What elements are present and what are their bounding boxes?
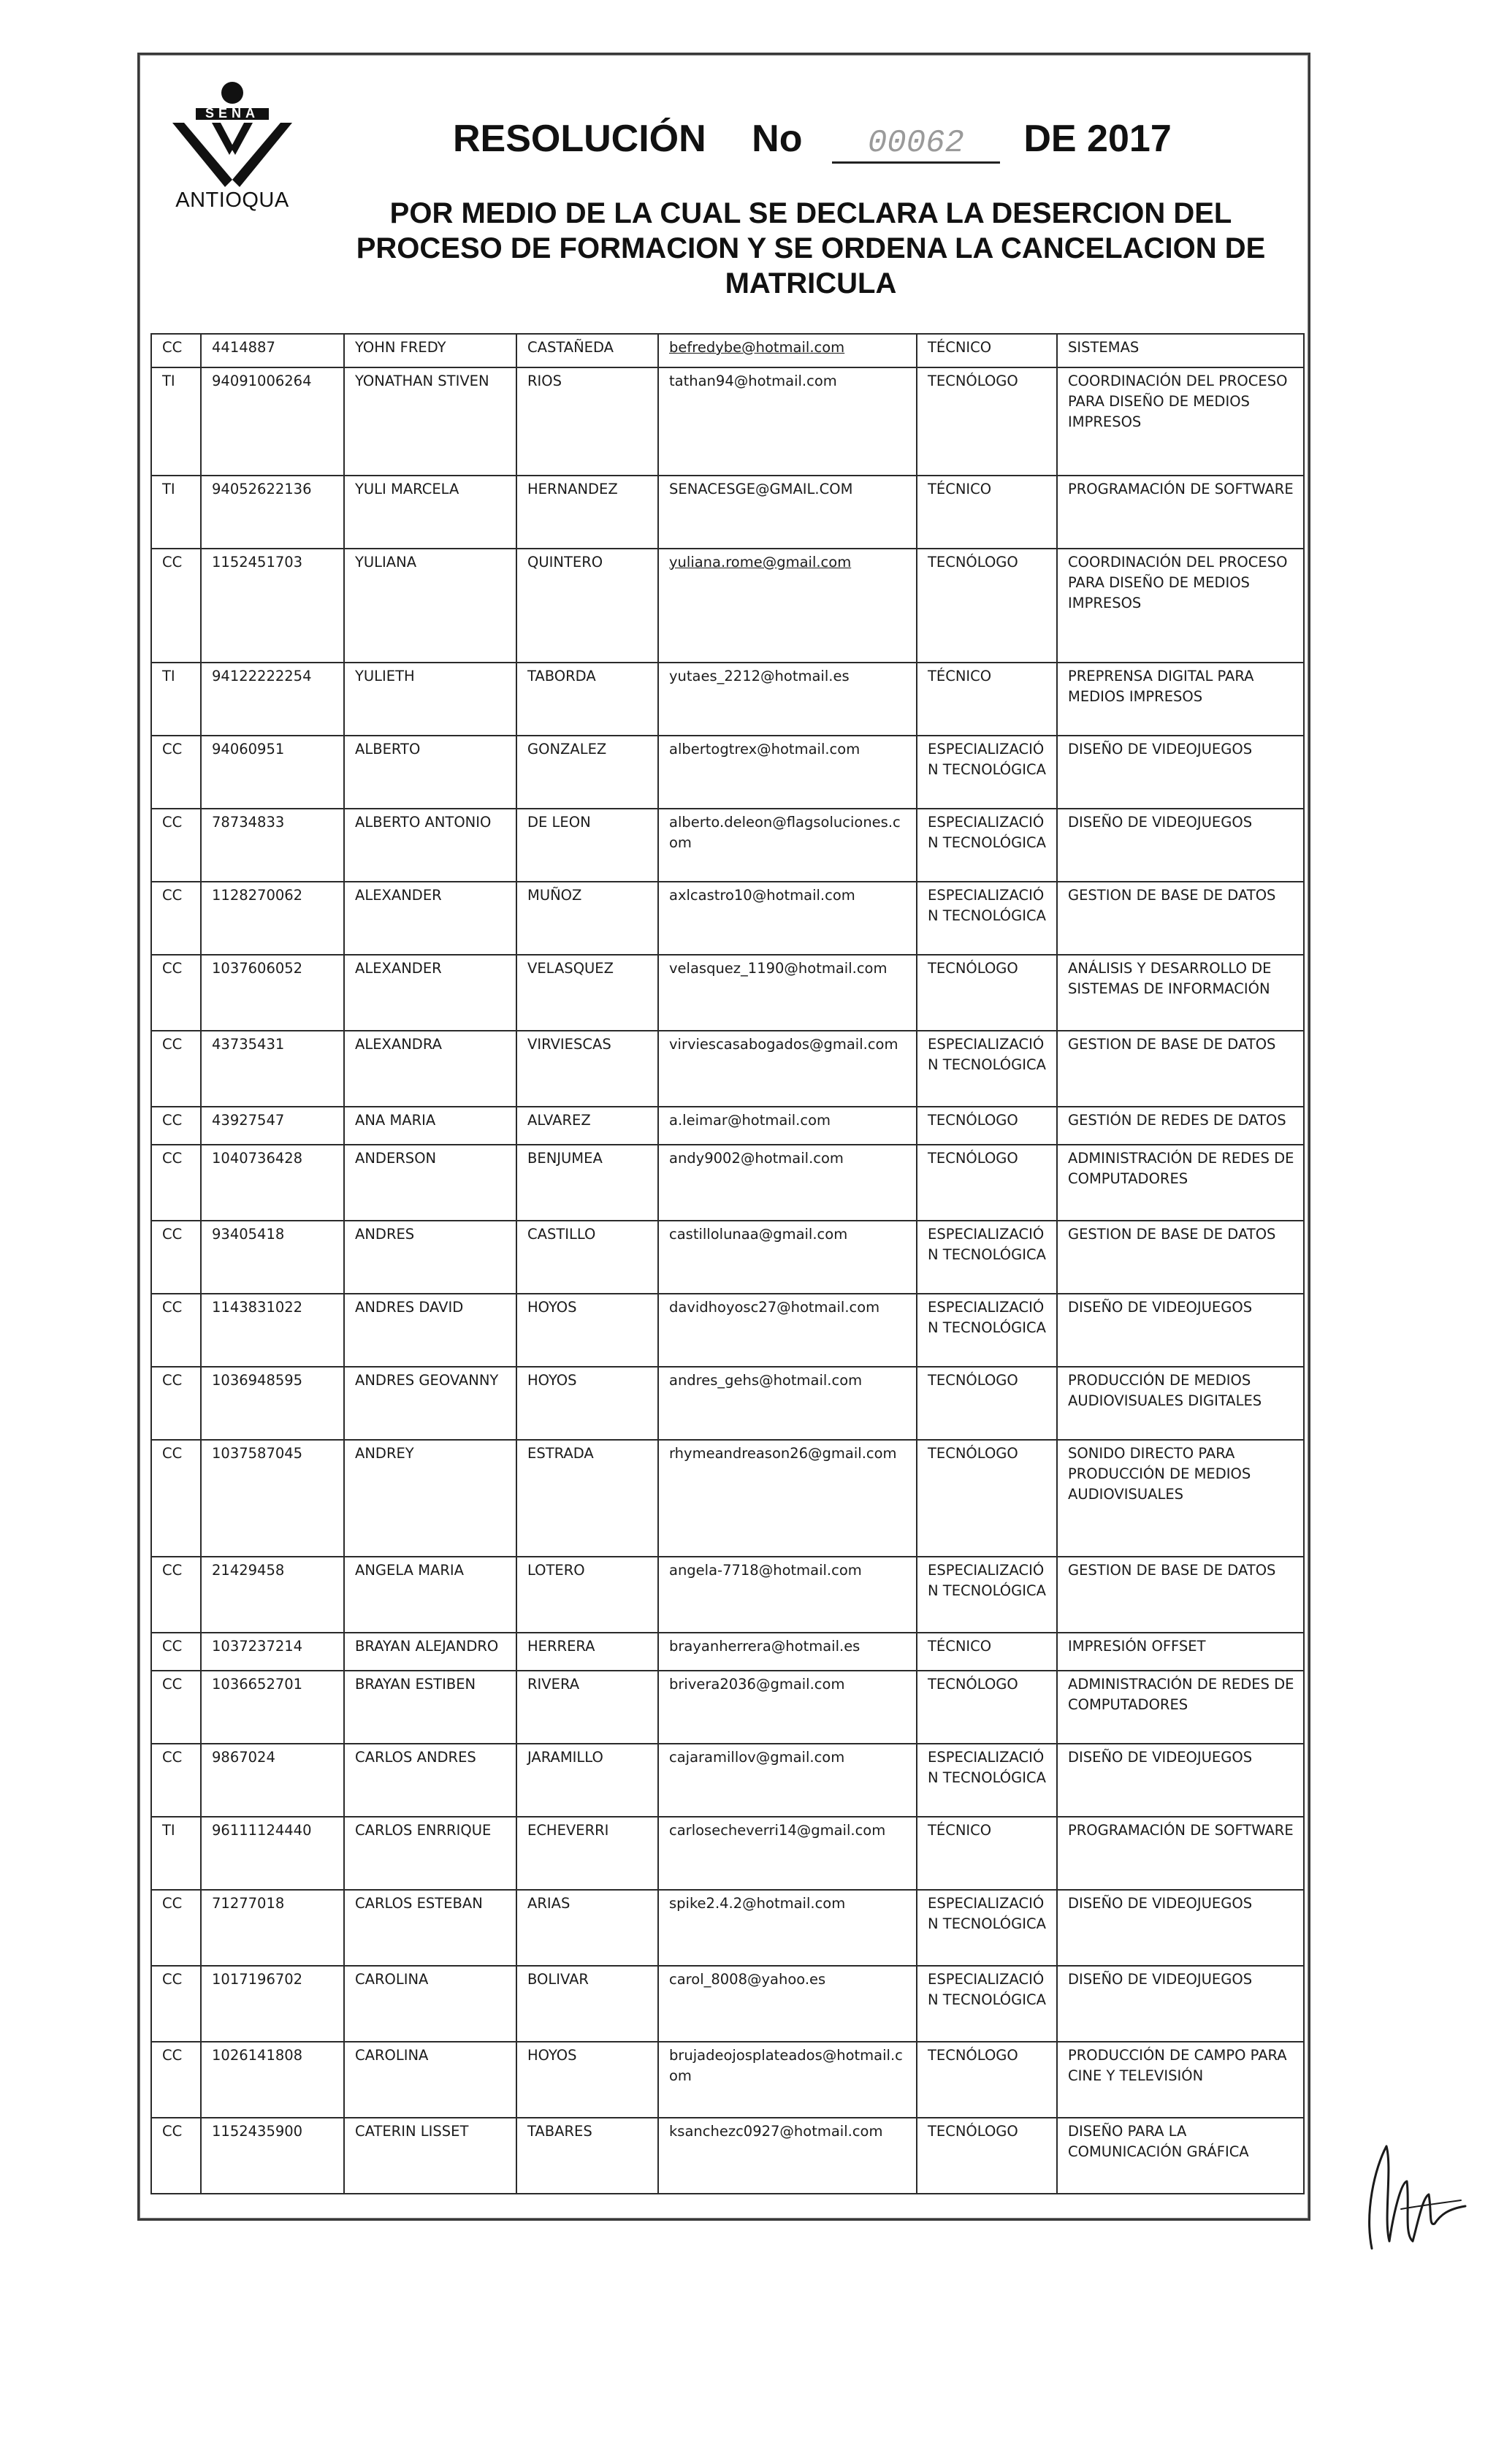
last-name-cell: QUINTERO xyxy=(516,549,658,663)
first-names-cell: CAROLINA xyxy=(344,2042,516,2118)
doc-number-cell: 1036948595 xyxy=(201,1367,344,1440)
last-name-cell: JARAMILLO xyxy=(516,1744,658,1817)
doc-type-cell: CC xyxy=(151,736,201,809)
email-cell: angela-7718@hotmail.com xyxy=(658,1557,917,1633)
first-names-cell: YULI MARCELA xyxy=(344,476,516,549)
first-names-cell: YOHN FREDY xyxy=(344,334,516,367)
first-names-cell: ANA MARIA xyxy=(344,1107,516,1145)
doc-type-cell: TI xyxy=(151,476,201,549)
last-name-cell: TABORDA xyxy=(516,663,658,736)
last-name-cell: ECHEVERRI xyxy=(516,1817,658,1890)
email-cell: carol_8008@yahoo.es xyxy=(658,1966,917,2042)
doc-type-cell: CC xyxy=(151,1367,201,1440)
last-name-cell: RIVERA xyxy=(516,1671,658,1744)
program-cell: SISTEMAS xyxy=(1057,334,1304,367)
email-cell: velasquez_1190@hotmail.com xyxy=(658,955,917,1031)
doc-number-cell: 94122222254 xyxy=(201,663,344,736)
program-cell: DISEÑO PARA LA COMUNICACIÓN GRÁFICA xyxy=(1057,2118,1304,2194)
last-name-cell: MUÑOZ xyxy=(516,882,658,955)
students-table-body xyxy=(151,334,1304,2194)
doc-type-cell: CC xyxy=(151,2118,201,2194)
email-cell: brivera2036@gmail.com xyxy=(658,1671,917,1744)
email-cell: rhymeandreason26@gmail.com xyxy=(658,1440,917,1557)
doc-type-cell: CC xyxy=(151,1966,201,2042)
table-row xyxy=(151,1557,1304,1633)
program-cell: IMPRESIÓN OFFSET xyxy=(1057,1633,1304,1671)
doc-type-cell: CC xyxy=(151,549,201,663)
level-cell: TÉCNICO xyxy=(917,1817,1057,1890)
table-row xyxy=(151,367,1304,476)
first-names-cell: ANDRES GEOVANNY xyxy=(344,1367,516,1440)
program-cell: PRODUCCIÓN DE CAMPO PARA CINE Y TELEVISIÓN xyxy=(1057,2042,1304,2118)
level-cell: TECNÓLOGO xyxy=(917,1367,1057,1440)
doc-type-cell: CC xyxy=(151,1744,201,1817)
last-name-cell: HOYOS xyxy=(516,2042,658,2118)
table-row xyxy=(151,1294,1304,1367)
doc-type-cell: TI xyxy=(151,1817,201,1890)
program-cell: PRODUCCIÓN DE MEDIOS AUDIOVISUALES DIGITALES xyxy=(1057,1367,1304,1440)
doc-number-cell: 94052622136 xyxy=(201,476,344,549)
first-names-cell: ANDRES xyxy=(344,1221,516,1294)
table-row xyxy=(151,1031,1304,1107)
email-cell: yutaes_2212@hotmail.es xyxy=(658,663,917,736)
program-cell: PROGRAMACIÓN DE SOFTWARE xyxy=(1057,476,1304,549)
email-cell: andy9002@hotmail.com xyxy=(658,1145,917,1221)
first-names-cell: CARLOS ESTEBAN xyxy=(344,1890,516,1966)
level-cell: TECNÓLOGO xyxy=(917,2042,1057,2118)
number-label: No xyxy=(752,118,803,160)
table-row xyxy=(151,1633,1304,1671)
email-cell: brayanherrera@hotmail.es xyxy=(658,1633,917,1671)
program-cell: ADMINISTRACIÓN DE REDES DE COMPUTADORES xyxy=(1057,1671,1304,1744)
doc-number-cell: 71277018 xyxy=(201,1890,344,1966)
table-row xyxy=(151,809,1304,882)
title-label: RESOLUCIÓN xyxy=(453,118,706,160)
doc-type-cell: CC xyxy=(151,334,201,367)
doc-number-cell: 1037606052 xyxy=(201,955,344,1031)
first-names-cell: BRAYAN ALEJANDRO xyxy=(344,1633,516,1671)
doc-number-cell: 1036652701 xyxy=(201,1671,344,1744)
table-row xyxy=(151,1671,1304,1744)
program-cell: COORDINACIÓN DEL PROCESO PARA DISEÑO DE MEDIOS IMPRESOS xyxy=(1057,549,1304,663)
last-name-cell: CASTAÑEDA xyxy=(516,334,658,367)
doc-type-cell: CC xyxy=(151,1557,201,1633)
email-cell: yuliana.rome@gmail.com xyxy=(658,549,917,663)
program-cell: DISEÑO DE VIDEOJUEGOS xyxy=(1057,1890,1304,1966)
email-cell: ksanchezc0927@hotmail.com xyxy=(658,2118,917,2194)
level-cell: TECNÓLOGO xyxy=(917,549,1057,663)
first-names-cell: ALEXANDER xyxy=(344,882,516,955)
logo-region-label: ANTIOQUA xyxy=(175,188,289,212)
level-cell: ESPECIALIZACIÓN TECNOLÓGICA xyxy=(917,1557,1057,1633)
program-cell: COORDINACIÓN DEL PROCESO PARA DISEÑO DE MEDIOS IMPRESOS xyxy=(1057,367,1304,476)
resolution-subtitle: POR MEDIO DE LA CUAL SE DECLARA LA DESERCION DEL PROCESO DE FORMACION Y SE ORDENA LA CANCELACION DE MATRICULA xyxy=(356,197,1266,300)
table-row xyxy=(151,1966,1304,2042)
doc-number-cell: 94091006264 xyxy=(201,367,344,476)
last-name-cell: ALVAREZ xyxy=(516,1107,658,1145)
last-name-cell: LOTERO xyxy=(516,1557,658,1633)
email-cell: SENACESGE@GMAIL.COM xyxy=(658,476,917,549)
first-names-cell: ANDERSON xyxy=(344,1145,516,1221)
last-name-cell: CASTILLO xyxy=(516,1221,658,1294)
level-cell: ESPECIALIZACIÓN TECNOLÓGICA xyxy=(917,1221,1057,1294)
level-cell: TÉCNICO xyxy=(917,476,1057,549)
doc-number-cell: 96111124440 xyxy=(201,1817,344,1890)
year-label: DE 2017 xyxy=(1023,118,1172,160)
program-cell: GESTION DE BASE DE DATOS xyxy=(1057,1031,1304,1107)
email-cell: virviescasabogados@gmail.com xyxy=(658,1031,917,1107)
doc-number-cell: 21429458 xyxy=(201,1557,344,1633)
doc-type-cell: CC xyxy=(151,2042,201,2118)
level-cell: ESPECIALIZACIÓN TECNOLÓGICA xyxy=(917,1294,1057,1367)
table-row xyxy=(151,549,1304,663)
doc-number-cell: 1152435900 xyxy=(201,2118,344,2194)
first-names-cell: BRAYAN ESTIBEN xyxy=(344,1671,516,1744)
level-cell: TECNÓLOGO xyxy=(917,1671,1057,1744)
doc-type-cell: CC xyxy=(151,1107,201,1145)
program-cell: DISEÑO DE VIDEOJUEGOS xyxy=(1057,1744,1304,1817)
table-row xyxy=(151,736,1304,809)
doc-number-cell: 1017196702 xyxy=(201,1966,344,2042)
level-cell: ESPECIALIZACIÓN TECNOLÓGICA xyxy=(917,882,1057,955)
program-cell: PREPRENSA DIGITAL PARA MEDIOS IMPRESOS xyxy=(1057,663,1304,736)
level-cell: TECNÓLOGO xyxy=(917,1440,1057,1557)
email-cell: tathan94@hotmail.com xyxy=(658,367,917,476)
email-cell: axlcastro10@hotmail.com xyxy=(658,882,917,955)
resolution-number: 00062 xyxy=(832,125,1000,164)
doc-type-cell: TI xyxy=(151,663,201,736)
program-cell: DISEÑO DE VIDEOJUEGOS xyxy=(1057,736,1304,809)
doc-type-cell: TI xyxy=(151,367,201,476)
level-cell: ESPECIALIZACIÓN TECNOLÓGICA xyxy=(917,736,1057,809)
program-cell: GESTION DE BASE DE DATOS xyxy=(1057,882,1304,955)
table-row xyxy=(151,1145,1304,1221)
last-name-cell: BOLIVAR xyxy=(516,1966,658,2042)
doc-number-cell: 1026141808 xyxy=(201,2042,344,2118)
email-cell: spike2.4.2@hotmail.com xyxy=(658,1890,917,1966)
program-cell: SONIDO DIRECTO PARA PRODUCCIÓN DE MEDIOS AUDIOVISUALES xyxy=(1057,1440,1304,1557)
first-names-cell: ALBERTO ANTONIO xyxy=(344,809,516,882)
last-name-cell: ARIAS xyxy=(516,1890,658,1966)
level-cell: ESPECIALIZACIÓN TECNOLÓGICA xyxy=(917,1890,1057,1966)
level-cell: TECNÓLOGO xyxy=(917,1107,1057,1145)
level-cell: TÉCNICO xyxy=(917,663,1057,736)
doc-number-cell: 1037237214 xyxy=(201,1633,344,1671)
last-name-cell: HOYOS xyxy=(516,1294,658,1367)
table-row xyxy=(151,1817,1304,1890)
svg-text:SENA: SENA xyxy=(205,106,260,121)
doc-type-cell: CC xyxy=(151,1031,201,1107)
doc-type-cell: CC xyxy=(151,1145,201,1221)
first-names-cell: CARLOS ANDRES xyxy=(344,1744,516,1817)
first-names-cell: CAROLINA xyxy=(344,1966,516,2042)
last-name-cell: GONZALEZ xyxy=(516,736,658,809)
last-name-cell: VIRVIESCAS xyxy=(516,1031,658,1107)
program-cell: DISEÑO DE VIDEOJUEGOS xyxy=(1057,1966,1304,2042)
level-cell: TECNÓLOGO xyxy=(917,1145,1057,1221)
table-row xyxy=(151,1221,1304,1294)
last-name-cell: VELASQUEZ xyxy=(516,955,658,1031)
doc-number-cell: 43735431 xyxy=(201,1031,344,1107)
doc-number-cell: 9867024 xyxy=(201,1744,344,1817)
doc-number-cell: 1152451703 xyxy=(201,549,344,663)
email-cell: andres_gehs@hotmail.com xyxy=(658,1367,917,1440)
program-cell: GESTION DE BASE DE DATOS xyxy=(1057,1221,1304,1294)
doc-number-cell: 1040736428 xyxy=(201,1145,344,1221)
email-cell: brujadeojosplateados@hotmail.com xyxy=(658,2042,917,2118)
email-cell: davidhoyosc27@hotmail.com xyxy=(658,1294,917,1367)
doc-number-cell: 1128270062 xyxy=(201,882,344,955)
email-cell: carlosecheverri14@gmail.com xyxy=(658,1817,917,1890)
level-cell: TÉCNICO xyxy=(917,1633,1057,1671)
first-names-cell: ALEXANDER xyxy=(344,955,516,1031)
first-names-cell: ANDREY xyxy=(344,1440,516,1557)
level-cell: ESPECIALIZACIÓN TECNOLÓGICA xyxy=(917,809,1057,882)
last-name-cell: HERNANDEZ xyxy=(516,476,658,549)
table-row xyxy=(151,1107,1304,1145)
first-names-cell: CATERIN LISSET xyxy=(344,2118,516,2194)
doc-type-cell: CC xyxy=(151,1633,201,1671)
table-row xyxy=(151,955,1304,1031)
email-cell: alberto.deleon@flagsoluciones.com xyxy=(658,809,917,882)
program-cell: ADMINISTRACIÓN DE REDES DE COMPUTADORES xyxy=(1057,1145,1304,1221)
table-row xyxy=(151,2118,1304,2194)
level-cell: TECNÓLOGO xyxy=(917,2118,1057,2194)
doc-type-cell: CC xyxy=(151,1890,201,1966)
first-names-cell: CARLOS ENRRIQUE xyxy=(344,1817,516,1890)
resolution-title xyxy=(453,117,1172,168)
first-names-cell: YONATHAN STIVEN xyxy=(344,367,516,476)
doc-type-cell: CC xyxy=(151,809,201,882)
last-name-cell: HERRERA xyxy=(516,1633,658,1671)
email-cell: cajaramillov@gmail.com xyxy=(658,1744,917,1817)
first-names-cell: ANDRES DAVID xyxy=(344,1294,516,1367)
doc-number-cell: 93405418 xyxy=(201,1221,344,1294)
first-names-cell: YULIANA xyxy=(344,549,516,663)
email-cell: a.leimar@hotmail.com xyxy=(658,1107,917,1145)
table-row xyxy=(151,2042,1304,2118)
doc-type-cell: CC xyxy=(151,882,201,955)
program-cell: GESTION DE BASE DE DATOS xyxy=(1057,1557,1304,1633)
last-name-cell: BENJUMEA xyxy=(516,1145,658,1221)
last-name-cell: TABARES xyxy=(516,2118,658,2194)
program-cell: GESTIÓN DE REDES DE DATOS xyxy=(1057,1107,1304,1145)
doc-number-cell: 94060951 xyxy=(201,736,344,809)
first-names-cell: ALBERTO xyxy=(344,736,516,809)
program-cell: PROGRAMACIÓN DE SOFTWARE xyxy=(1057,1817,1304,1890)
first-names-cell: ANGELA MARIA xyxy=(344,1557,516,1633)
level-cell: ESPECIALIZACIÓN TECNOLÓGICA xyxy=(917,1966,1057,2042)
level-cell: TÉCNICO xyxy=(917,334,1057,367)
table-row xyxy=(151,1440,1304,1557)
program-cell: DISEÑO DE VIDEOJUEGOS xyxy=(1057,809,1304,882)
table-row xyxy=(151,882,1304,955)
doc-number-cell: 1037587045 xyxy=(201,1440,344,1557)
level-cell: ESPECIALIZACIÓN TECNOLÓGICA xyxy=(917,1744,1057,1817)
table-row xyxy=(151,1367,1304,1440)
level-cell: ESPECIALIZACIÓN TECNOLÓGICA xyxy=(917,1031,1057,1107)
email-cell: castillolunaa@gmail.com xyxy=(658,1221,917,1294)
doc-number-cell: 43927547 xyxy=(201,1107,344,1145)
doc-number-cell: 1143831022 xyxy=(201,1294,344,1367)
doc-number-cell: 4414887 xyxy=(201,334,344,367)
table-row xyxy=(151,476,1304,549)
handwritten-signature-icon xyxy=(1359,2139,1468,2256)
students-table xyxy=(150,333,1305,2194)
doc-type-cell: CC xyxy=(151,1221,201,1294)
last-name-cell: ESTRADA xyxy=(516,1440,658,1557)
doc-type-cell: CC xyxy=(151,1440,201,1557)
last-name-cell: HOYOS xyxy=(516,1367,658,1440)
level-cell: TECNÓLOGO xyxy=(917,955,1057,1031)
doc-type-cell: CC xyxy=(151,955,201,1031)
table-row xyxy=(151,334,1304,367)
doc-type-cell: CC xyxy=(151,1671,201,1744)
email-cell: befredybe@hotmail.com xyxy=(658,334,917,367)
last-name-cell: DE LEON xyxy=(516,809,658,882)
email-cell: albertogtrex@hotmail.com xyxy=(658,736,917,809)
table-row xyxy=(151,1744,1304,1817)
table-row xyxy=(151,1890,1304,1966)
doc-type-cell: CC xyxy=(151,1294,201,1367)
table-row xyxy=(151,663,1304,736)
first-names-cell: ALEXANDRA xyxy=(344,1031,516,1107)
doc-number-cell: 78734833 xyxy=(201,809,344,882)
first-names-cell: YULIETH xyxy=(344,663,516,736)
last-name-cell: RIOS xyxy=(516,367,658,476)
level-cell: TECNÓLOGO xyxy=(917,367,1057,476)
program-cell: DISEÑO DE VIDEOJUEGOS xyxy=(1057,1294,1304,1367)
program-cell: ANÁLISIS Y DESARROLLO DE SISTEMAS DE INFORMACIÓN xyxy=(1057,955,1304,1031)
